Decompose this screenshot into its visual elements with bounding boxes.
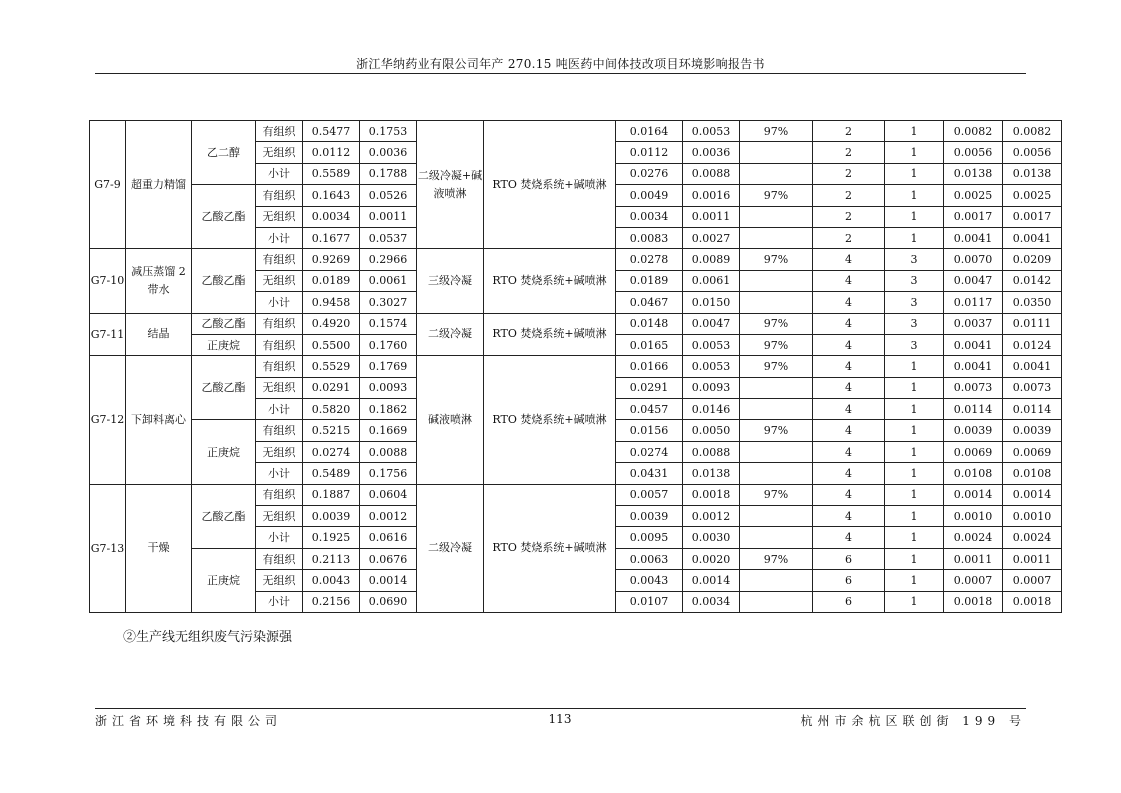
value-cell: 0.0014 (360, 570, 417, 591)
value-cell: 0.0114 (944, 399, 1003, 420)
header-divider (95, 73, 1026, 74)
value-cell: 0.0039 (616, 506, 683, 527)
value-cell: 0.0138 (683, 463, 740, 484)
value-cell: 0.0276 (616, 163, 683, 184)
value-cell: 0.0274 (303, 441, 360, 462)
value-cell: 0.0095 (616, 527, 683, 548)
value-cell: 0.1862 (360, 399, 417, 420)
value-cell: 0.5529 (303, 356, 360, 377)
value-cell: 0.0093 (683, 377, 740, 398)
value-cell: 4 (813, 292, 885, 313)
value-cell: 0.0165 (616, 334, 683, 355)
value-cell: 0.1753 (360, 121, 417, 142)
value-cell: 0.0053 (683, 334, 740, 355)
value-cell: 0.1677 (303, 227, 360, 248)
value-cell: 0.0016 (683, 185, 740, 206)
type-cell: 小计 (256, 399, 303, 420)
value-cell: 0.0088 (683, 441, 740, 462)
value-cell: 97% (740, 249, 813, 270)
value-cell: 0.0037 (944, 313, 1003, 334)
value-cell: 1 (885, 356, 944, 377)
value-cell: 0.0431 (616, 463, 683, 484)
value-cell: 2 (813, 163, 885, 184)
value-cell: 0.0537 (360, 227, 417, 248)
source-id-cell: G7-10 (90, 249, 126, 313)
value-cell: 1 (885, 591, 944, 612)
value-cell: 0.3027 (360, 292, 417, 313)
type-cell: 无组织 (256, 570, 303, 591)
value-cell: 1 (885, 163, 944, 184)
value-cell: 4 (813, 399, 885, 420)
value-cell (740, 292, 813, 313)
value-cell: 1 (885, 399, 944, 420)
value-cell: 4 (813, 441, 885, 462)
value-cell: 1 (885, 506, 944, 527)
value-cell: 3 (885, 334, 944, 355)
value-cell: 0.0049 (616, 185, 683, 206)
value-cell: 0.0041 (1003, 356, 1062, 377)
value-cell: 0.0073 (1003, 377, 1062, 398)
source-id-cell: G7-12 (90, 356, 126, 484)
value-cell: 0.0166 (616, 356, 683, 377)
type-cell: 无组织 (256, 270, 303, 291)
type-cell: 有组织 (256, 249, 303, 270)
value-cell: 0.9458 (303, 292, 360, 313)
value-cell: 0.0041 (944, 356, 1003, 377)
value-cell: 0.1760 (360, 334, 417, 355)
type-cell: 有组织 (256, 185, 303, 206)
value-cell: 4 (813, 334, 885, 355)
value-cell: 0.0112 (303, 142, 360, 163)
value-cell: 6 (813, 591, 885, 612)
value-cell: 0.0156 (616, 420, 683, 441)
value-cell: 0.9269 (303, 249, 360, 270)
value-cell: 0.0053 (683, 356, 740, 377)
type-cell: 有组织 (256, 121, 303, 142)
value-cell (740, 377, 813, 398)
value-cell: 0.0189 (616, 270, 683, 291)
value-cell: 0.0043 (303, 570, 360, 591)
value-cell: 0.0014 (683, 570, 740, 591)
pollutant-cell: 乙二醇 (192, 121, 256, 185)
value-cell: 4 (813, 463, 885, 484)
value-cell: 2 (813, 185, 885, 206)
value-cell: 0.0047 (683, 313, 740, 334)
process-cell: 超重力精馏 (126, 121, 192, 249)
value-cell: 0.0108 (1003, 463, 1062, 484)
value-cell: 0.0082 (944, 121, 1003, 142)
value-cell: 0.0278 (616, 249, 683, 270)
value-cell: 0.0274 (616, 441, 683, 462)
value-cell: 0.0616 (360, 527, 417, 548)
value-cell: 0.0014 (1003, 484, 1062, 505)
value-cell: 0.0073 (944, 377, 1003, 398)
value-cell: 0.0017 (944, 206, 1003, 227)
value-cell: 4 (813, 313, 885, 334)
value-cell (740, 506, 813, 527)
type-cell: 小计 (256, 591, 303, 612)
value-cell: 4 (813, 356, 885, 377)
value-cell: 0.0690 (360, 591, 417, 612)
value-cell: 6 (813, 548, 885, 569)
value-cell: 0.0047 (944, 270, 1003, 291)
value-cell: 0.0007 (944, 570, 1003, 591)
table-row (90, 121, 1062, 142)
value-cell: 4 (813, 484, 885, 505)
footer-divider (95, 708, 1026, 709)
value-cell: 2 (813, 142, 885, 163)
value-cell: 0.1643 (303, 185, 360, 206)
treatment-cell: 碱液喷淋 (417, 356, 484, 484)
value-cell: 0.0526 (360, 185, 417, 206)
value-cell: 0.0291 (303, 377, 360, 398)
pollutant-cell: 正庚烷 (192, 548, 256, 612)
value-cell: 2 (813, 206, 885, 227)
value-cell: 0.0057 (616, 484, 683, 505)
value-cell: 0.0063 (616, 548, 683, 569)
value-cell: 0.0039 (944, 420, 1003, 441)
value-cell: 3 (885, 292, 944, 313)
table-row (90, 249, 1062, 270)
value-cell: 3 (885, 313, 944, 334)
value-cell: 0.0142 (1003, 270, 1062, 291)
value-cell: 0.0036 (683, 142, 740, 163)
value-cell: 0.0041 (944, 334, 1003, 355)
value-cell: 0.0138 (944, 163, 1003, 184)
value-cell: 0.0112 (616, 142, 683, 163)
value-cell: 1 (885, 570, 944, 591)
value-cell: 0.0011 (944, 548, 1003, 569)
value-cell: 0.0011 (360, 206, 417, 227)
value-cell: 0.0014 (944, 484, 1003, 505)
value-cell: 1 (885, 441, 944, 462)
value-cell (740, 399, 813, 420)
value-cell: 3 (885, 249, 944, 270)
value-cell: 1 (885, 420, 944, 441)
value-cell: 97% (740, 420, 813, 441)
value-cell: 0.0291 (616, 377, 683, 398)
type-cell: 无组织 (256, 441, 303, 462)
value-cell: 0.5477 (303, 121, 360, 142)
value-cell: 0.0053 (683, 121, 740, 142)
value-cell: 0.0018 (1003, 591, 1062, 612)
end-treatment-cell: RTO 焚烧系统+碱喷淋 (484, 484, 616, 612)
type-cell: 有组织 (256, 313, 303, 334)
value-cell (740, 270, 813, 291)
emission-table (89, 120, 1062, 613)
value-cell: 0.0117 (944, 292, 1003, 313)
value-cell: 0.0017 (1003, 206, 1062, 227)
type-cell: 无组织 (256, 506, 303, 527)
value-cell: 0.0024 (944, 527, 1003, 548)
value-cell: 0.0114 (1003, 399, 1062, 420)
value-cell: 0.0030 (683, 527, 740, 548)
value-cell: 2 (813, 121, 885, 142)
value-cell: 0.0093 (360, 377, 417, 398)
table-row (90, 484, 1062, 505)
value-cell: 1 (885, 206, 944, 227)
value-cell: 4 (813, 527, 885, 548)
pollutant-cell: 正庚烷 (192, 334, 256, 355)
value-cell: 0.0050 (683, 420, 740, 441)
value-cell: 0.0043 (616, 570, 683, 591)
value-cell: 97% (740, 313, 813, 334)
value-cell: 0.5820 (303, 399, 360, 420)
value-cell: 0.0061 (360, 270, 417, 291)
pollutant-cell: 乙酸乙酯 (192, 185, 256, 249)
value-cell: 0.0150 (683, 292, 740, 313)
value-cell: 0.0039 (303, 506, 360, 527)
value-cell: 97% (740, 484, 813, 505)
value-cell: 1 (885, 484, 944, 505)
value-cell: 4 (813, 377, 885, 398)
value-cell: 0.0036 (360, 142, 417, 163)
type-cell: 有组织 (256, 548, 303, 569)
value-cell: 0.0164 (616, 121, 683, 142)
value-cell: 0.5215 (303, 420, 360, 441)
value-cell: 0.2113 (303, 548, 360, 569)
pollutant-cell: 正庚烷 (192, 420, 256, 484)
value-cell: 0.0025 (1003, 185, 1062, 206)
value-cell: 0.1925 (303, 527, 360, 548)
value-cell: 0.4920 (303, 313, 360, 334)
value-cell: 0.0018 (683, 484, 740, 505)
type-cell: 无组织 (256, 142, 303, 163)
value-cell: 0.0020 (683, 548, 740, 569)
value-cell (740, 527, 813, 548)
value-cell: 0.1574 (360, 313, 417, 334)
value-cell (740, 570, 813, 591)
value-cell: 0.0350 (1003, 292, 1062, 313)
value-cell: 0.0108 (944, 463, 1003, 484)
value-cell: 0.0082 (1003, 121, 1062, 142)
value-cell: 0.0024 (1003, 527, 1062, 548)
value-cell: 0.0088 (360, 441, 417, 462)
table-row (90, 356, 1062, 377)
type-cell: 有组织 (256, 484, 303, 505)
value-cell: 0.5489 (303, 463, 360, 484)
value-cell: 0.0012 (683, 506, 740, 527)
value-cell: 0.1887 (303, 484, 360, 505)
footer-company: 浙江省环境科技有限公司 (95, 714, 283, 728)
value-cell: 0.0088 (683, 163, 740, 184)
value-cell: 0.0089 (683, 249, 740, 270)
value-cell: 0.0069 (944, 441, 1003, 462)
end-treatment-cell: RTO 焚烧系统+碱喷淋 (484, 313, 616, 356)
value-cell: 0.0209 (1003, 249, 1062, 270)
value-cell: 97% (740, 121, 813, 142)
value-cell (740, 591, 813, 612)
value-cell: 0.0061 (683, 270, 740, 291)
value-cell: 0.0034 (303, 206, 360, 227)
value-cell: 0.0034 (616, 206, 683, 227)
value-cell (740, 163, 813, 184)
end-treatment-cell: RTO 焚烧系统+碱喷淋 (484, 121, 616, 249)
value-cell: 1 (885, 463, 944, 484)
value-cell: 0.0010 (1003, 506, 1062, 527)
footer-address: 杭州市余杭区联创街 199 号 (800, 714, 1026, 728)
value-cell: 0.0148 (616, 313, 683, 334)
value-cell: 0.0069 (1003, 441, 1062, 462)
value-cell: 0.0138 (1003, 163, 1062, 184)
value-cell: 2 (813, 227, 885, 248)
value-cell: 0.1788 (360, 163, 417, 184)
value-cell: 0.1669 (360, 420, 417, 441)
value-cell: 0.0111 (1003, 313, 1062, 334)
type-cell: 有组织 (256, 356, 303, 377)
value-cell: 1 (885, 548, 944, 569)
value-cell: 1 (885, 185, 944, 206)
type-cell: 无组织 (256, 377, 303, 398)
source-id-cell: G7-13 (90, 484, 126, 612)
treatment-cell: 二级冷凝 (417, 313, 484, 356)
process-cell: 下卸料离心 (126, 356, 192, 484)
value-cell: 0.0041 (944, 227, 1003, 248)
value-cell: 0.5589 (303, 163, 360, 184)
value-cell: 0.0070 (944, 249, 1003, 270)
end-treatment-cell: RTO 焚烧系统+碱喷淋 (484, 356, 616, 484)
value-cell: 1 (885, 527, 944, 548)
type-cell: 无组织 (256, 206, 303, 227)
value-cell: 97% (740, 185, 813, 206)
value-cell (740, 142, 813, 163)
value-cell: 0.0676 (360, 548, 417, 569)
value-cell: 0.0011 (683, 206, 740, 227)
value-cell: 0.0083 (616, 227, 683, 248)
value-cell: 1 (885, 142, 944, 163)
pollutant-cell: 乙酸乙酯 (192, 356, 256, 420)
value-cell: 1 (885, 377, 944, 398)
value-cell: 0.0011 (1003, 548, 1062, 569)
value-cell: 0.0027 (683, 227, 740, 248)
process-cell: 结晶 (126, 313, 192, 356)
value-cell: 3 (885, 270, 944, 291)
value-cell: 1 (885, 121, 944, 142)
value-cell: 0.0012 (360, 506, 417, 527)
value-cell: 97% (740, 356, 813, 377)
value-cell: 1 (885, 227, 944, 248)
value-cell: 0.0007 (1003, 570, 1062, 591)
value-cell (740, 463, 813, 484)
type-cell: 小计 (256, 527, 303, 548)
type-cell: 有组织 (256, 334, 303, 355)
treatment-cell: 三级冷凝 (417, 249, 484, 313)
value-cell: 0.0056 (944, 142, 1003, 163)
type-cell: 有组织 (256, 420, 303, 441)
process-cell: 减压蒸馏 2 带水 (126, 249, 192, 313)
value-cell: 0.0604 (360, 484, 417, 505)
treatment-cell: 二级冷凝 (417, 484, 484, 612)
type-cell: 小计 (256, 463, 303, 484)
pollutant-cell: 乙酸乙酯 (192, 484, 256, 548)
value-cell: 0.5500 (303, 334, 360, 355)
value-cell: 97% (740, 548, 813, 569)
page-number: 113 (548, 712, 572, 726)
type-cell: 小计 (256, 163, 303, 184)
value-cell: 0.2966 (360, 249, 417, 270)
value-cell: 0.1769 (360, 356, 417, 377)
type-cell: 小计 (256, 227, 303, 248)
end-treatment-cell: RTO 焚烧系统+碱喷淋 (484, 249, 616, 313)
value-cell: 0.0124 (1003, 334, 1062, 355)
value-cell: 0.0457 (616, 399, 683, 420)
source-id-cell: G7-11 (90, 313, 126, 356)
page-header-title: 浙江华纳药业有限公司年产 270.15 吨医药中间体技改项目环境影响报告书 (356, 57, 765, 71)
value-cell: 0.0189 (303, 270, 360, 291)
table-row (90, 313, 1062, 334)
value-cell (740, 206, 813, 227)
value-cell: 0.0107 (616, 591, 683, 612)
value-cell: 0.0018 (944, 591, 1003, 612)
value-cell: 4 (813, 249, 885, 270)
value-cell: 0.0467 (616, 292, 683, 313)
value-cell (740, 441, 813, 462)
value-cell: 97% (740, 334, 813, 355)
value-cell: 0.0025 (944, 185, 1003, 206)
value-cell: 4 (813, 506, 885, 527)
pollutant-cell: 乙酸乙酯 (192, 313, 256, 334)
value-cell: 0.0010 (944, 506, 1003, 527)
treatment-cell: 二级冷凝+碱液喷淋 (417, 121, 484, 249)
value-cell: 0.1756 (360, 463, 417, 484)
value-cell: 0.0041 (1003, 227, 1062, 248)
section-note: ②生产线无组织废气污染源强 (123, 630, 293, 645)
source-id-cell: G7-9 (90, 121, 126, 249)
process-cell: 干燥 (126, 484, 192, 612)
value-cell: 0.0146 (683, 399, 740, 420)
value-cell: 4 (813, 270, 885, 291)
type-cell: 小计 (256, 292, 303, 313)
value-cell: 0.0034 (683, 591, 740, 612)
value-cell: 0.2156 (303, 591, 360, 612)
value-cell: 0.0056 (1003, 142, 1062, 163)
value-cell: 4 (813, 420, 885, 441)
value-cell (740, 227, 813, 248)
pollutant-cell: 乙酸乙酯 (192, 249, 256, 313)
value-cell: 0.0039 (1003, 420, 1062, 441)
value-cell: 6 (813, 570, 885, 591)
